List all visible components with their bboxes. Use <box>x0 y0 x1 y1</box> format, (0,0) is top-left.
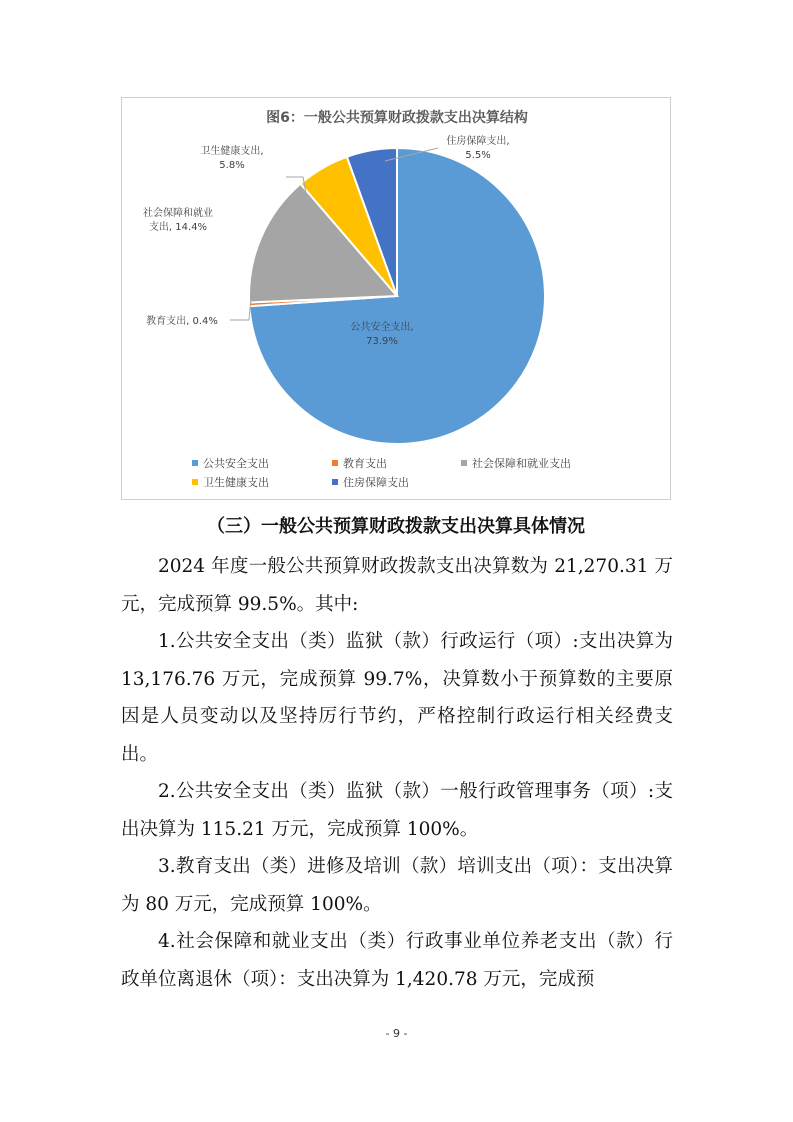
pie-chart-svg <box>122 98 672 501</box>
slice-label-health-line2: 5.8% <box>219 160 245 171</box>
slice-label-health-line1: 卫生健康支出, <box>200 146 264 157</box>
paragraph-item-4: 4.社会保障和就业支出（类）行政事业单位养老支出（款）行政单位离退休（项）：支出决算为 1,420.78 万元，完成预 <box>121 931 673 990</box>
leader-line-education <box>230 298 251 320</box>
pie-slices <box>249 148 545 444</box>
legend-item-public-security: 公共安全支出 <box>203 457 269 470</box>
paragraph-item-3: 3.教育支出（类）进修及培训（款）培训支出（项）：支出决算为 80 万元，完成预算 100%。 <box>121 856 673 915</box>
slice-label-public-security-pct: 73.9% <box>366 336 398 347</box>
legend-item-social-security: 社会保障和就业支出 <box>472 457 571 470</box>
legend-item-health: 卫生健康支出 <box>203 476 269 489</box>
legend <box>192 456 571 489</box>
paragraph-summary: 2024 年度一般公共预算财政拨款支出决算数为 21,270.31 万元，完成预算 99.5%。其中: <box>121 556 673 615</box>
slice-label-education: 教育支出, 0.4% <box>146 316 218 327</box>
legend-swatch-social-security <box>461 460 467 466</box>
legend-item-education: 教育支出 <box>343 457 387 470</box>
legend-swatch-education <box>332 460 338 466</box>
slice-label-social-security-line2: 支出, 14.4% <box>148 222 208 233</box>
chart-title: 图6：一般公共预算财政拨款支出决算结构 <box>266 110 528 126</box>
paragraph-item-2: 2.公共安全支出（类）监狱（款）一般行政管理事务（项）:支出决算为 115.21 万元，完成预算 100%。 <box>121 781 673 840</box>
paragraph-item-1: 1.公共安全支出（类）监狱（款）行政运行（项）:支出决算为 13,176.76 万元，完成预算 99.7%，决算数小于预算数的主要原因是人员变动以及坚持厉行节约，严格控制行政运行相关经费支出。 <box>121 631 673 765</box>
legend-swatch-housing <box>332 479 338 485</box>
legend-swatch-public-security <box>192 460 198 466</box>
pie-chart <box>121 97 671 500</box>
slice-label-public-security: 公共安全支出, <box>350 322 414 333</box>
slice-label-social-security-line1: 社会保障和就业 <box>143 208 213 219</box>
page-number: - 9 - <box>385 1027 408 1040</box>
slice-label-housing-line1: 住房保障支出, <box>446 136 510 147</box>
slice-label-housing-line2: 5.5% <box>465 150 491 161</box>
section-heading: （三）一般公共预算财政拨款支出决算具体情况 <box>207 516 585 537</box>
legend-swatch-health <box>192 479 198 485</box>
legend-item-housing: 住房保障支出 <box>343 476 409 489</box>
